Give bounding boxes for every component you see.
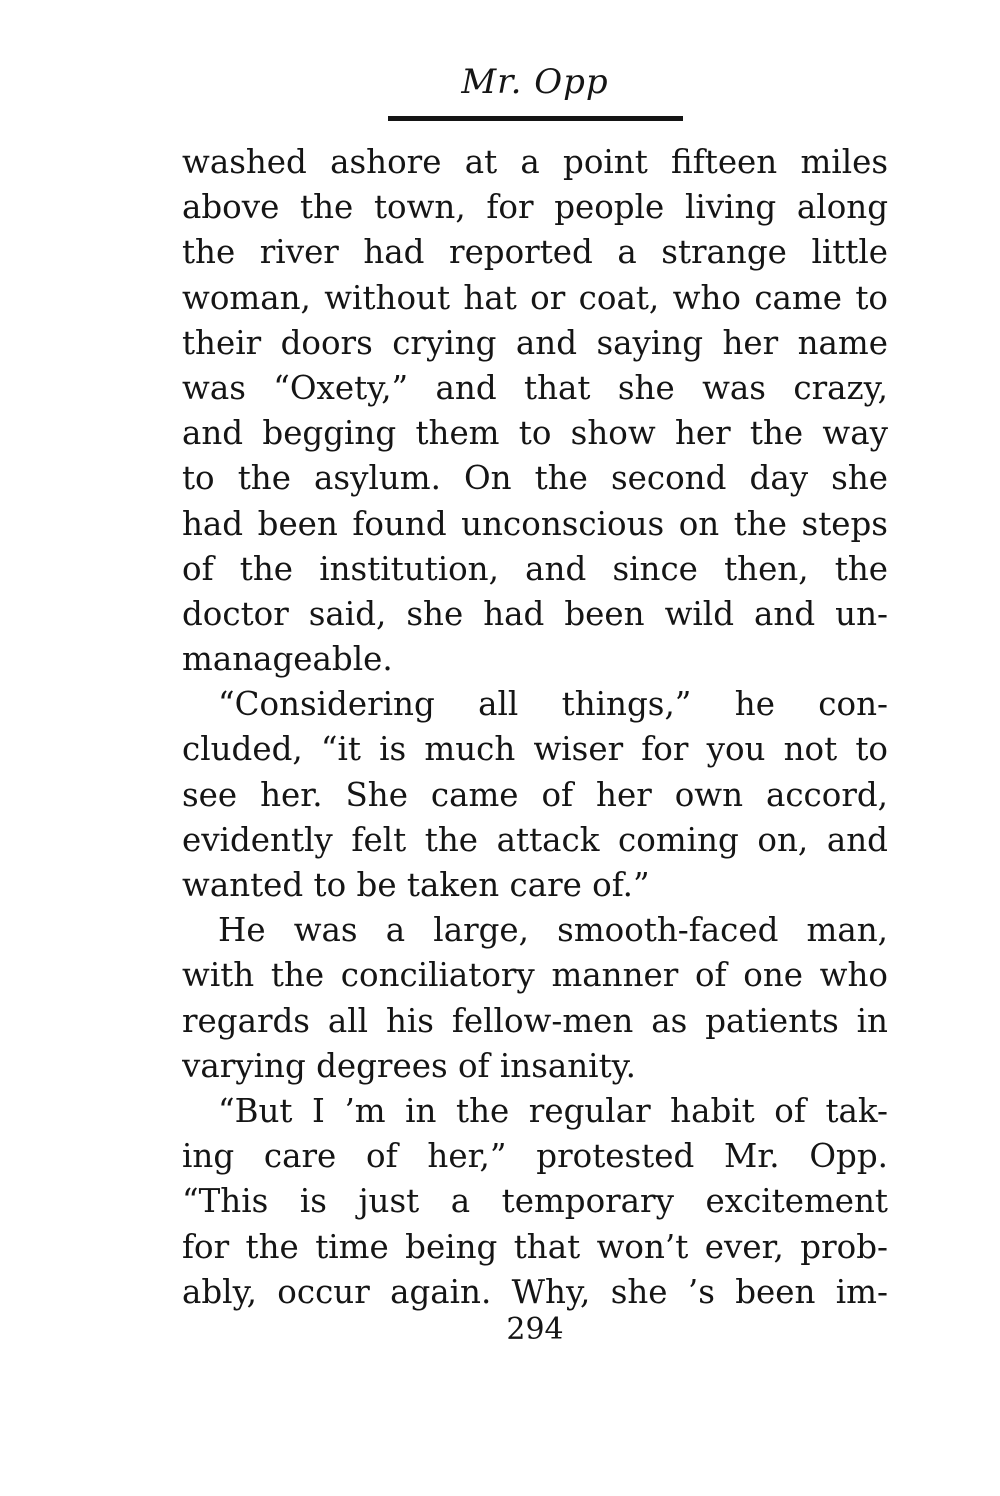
text-line: “But I ’m in the regular habit of tak-	[218, 1091, 888, 1130]
text-line: had been found unconscious on the steps	[182, 504, 888, 543]
text-line: see her. She came of her own accord,	[182, 775, 888, 814]
text-line: manageable.	[182, 640, 393, 679]
text-line: doctor said, she had been wild and un-	[182, 594, 888, 633]
text-line: ably, occur again. Why, she ’s been im-	[182, 1272, 888, 1311]
running-title: Mr. Opp	[461, 62, 609, 102]
text-line: their doors crying and saying her name	[182, 323, 888, 362]
text-line: was “Oxety,” and that she was crazy,	[182, 368, 888, 407]
text-line: regards all his fellow-men as patients in	[182, 1001, 888, 1040]
text-line: woman, without hat or coat, who came to	[182, 278, 888, 317]
text-line: He was a large, smooth-faced man,	[218, 911, 888, 950]
text-line: “Considering all things,” he con-	[218, 685, 888, 724]
text-line: with the conciliatory manner of one who	[182, 956, 888, 995]
text-line: and begging them to show her the way	[182, 414, 888, 453]
text-line: washed ashore at a point fifteen miles	[182, 143, 888, 181]
text-line: the river had reported a strange little	[182, 233, 888, 272]
text-line: wanted to be taken care of.”	[182, 866, 650, 904]
page-number: 294	[506, 1312, 564, 1347]
text-line: “This is just a temporary excitement	[182, 1182, 888, 1221]
text-line: of the institution, and since then, the	[182, 549, 888, 588]
text-line: for the time being that won’t ever, prob-	[182, 1227, 888, 1266]
text-line: varying degrees of insanity.	[182, 1046, 637, 1085]
text-line: cluded, “it is much wiser for you not to	[182, 730, 888, 769]
body-text	[182, 140, 888, 1315]
text-line: ing care of her,” protested Mr. Opp.	[182, 1137, 888, 1176]
text-line: to the asylum. On the second day she	[182, 459, 888, 498]
header-rule	[388, 116, 683, 121]
text-line: evidently felt the attack coming on, and	[182, 820, 888, 859]
text-line: above the town, for people living along	[182, 188, 888, 227]
